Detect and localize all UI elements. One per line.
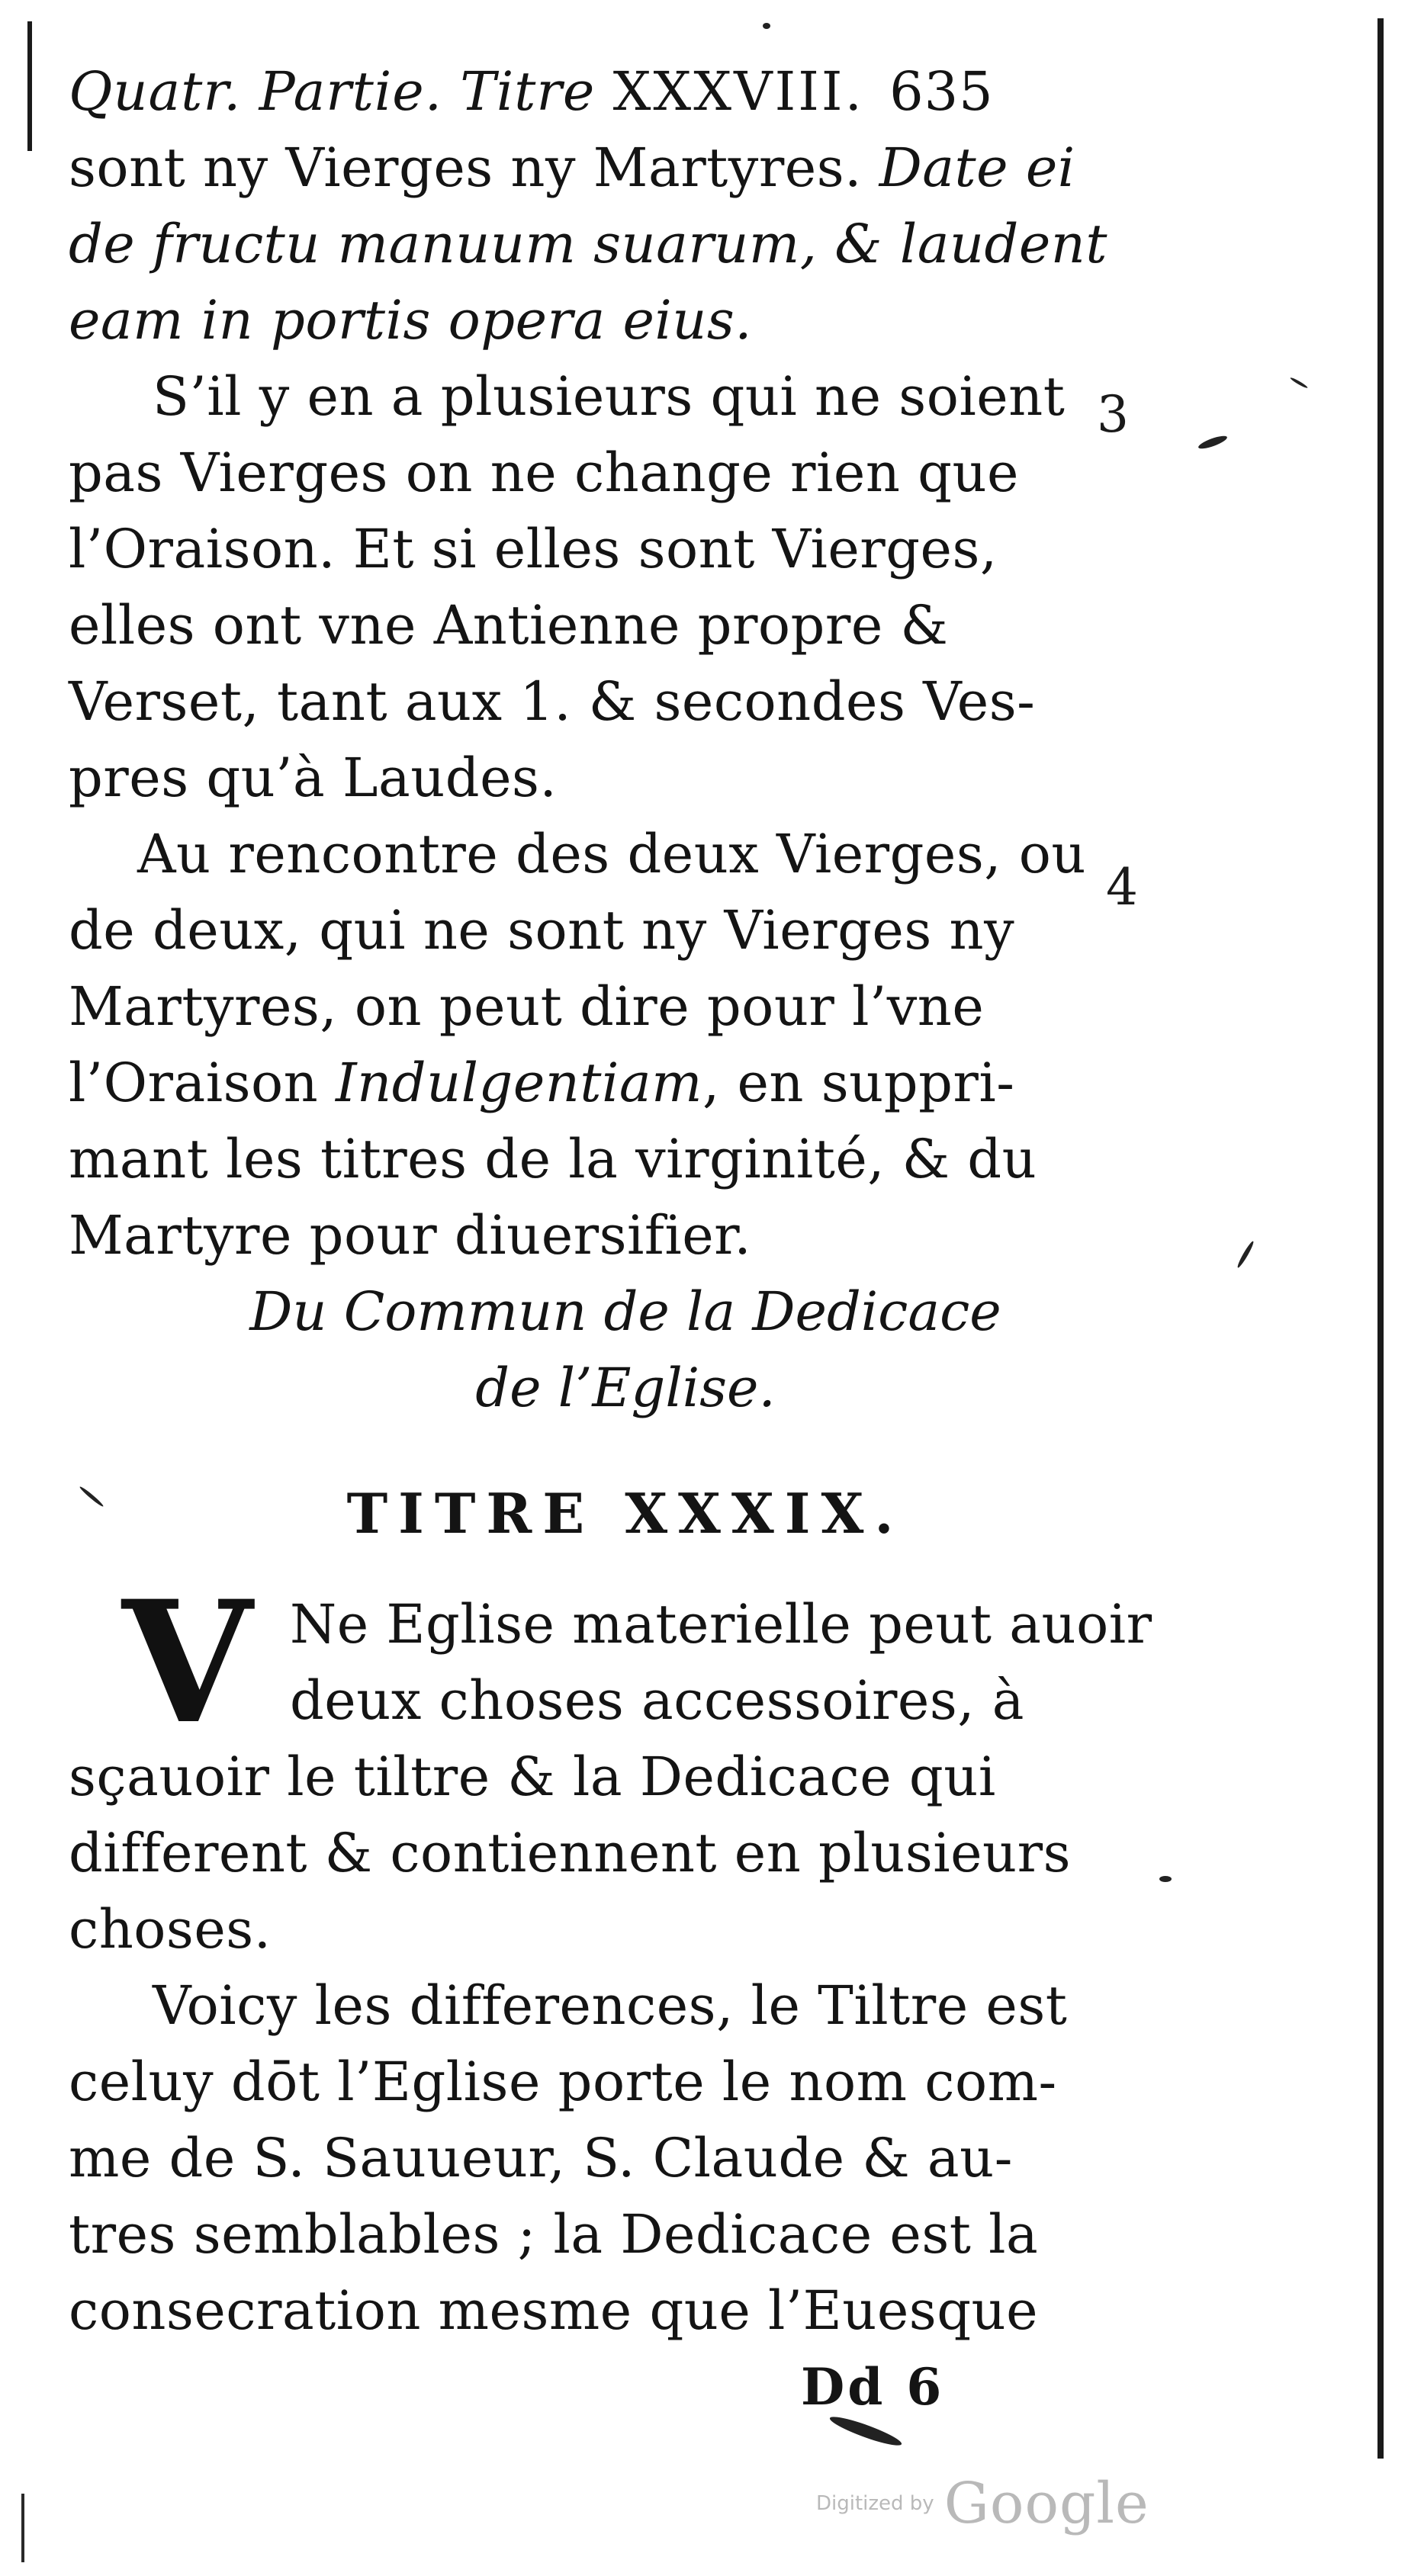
title-heading: TITRE XXXIX. xyxy=(346,1481,905,1546)
paragraph-line: mant les titres de la virginité, & du xyxy=(69,1128,1037,1190)
ink-speck xyxy=(1290,377,1309,389)
page-number: 635 xyxy=(889,60,994,123)
drop-cap-paragraph xyxy=(69,1563,1182,1967)
ink-speck xyxy=(763,23,770,29)
paragraph-line: de deux, qui ne sont ny Vierges ny xyxy=(69,899,1015,962)
paragraph-line: pas Vierges on ne change rien que xyxy=(69,442,1019,504)
paragraph-line: me de S. Sauueur, S. Claude & au- xyxy=(69,2127,1013,2189)
catchword: Dd 6 xyxy=(801,2357,945,2417)
watermark-prefix: Digitized by xyxy=(816,2492,934,2515)
margin-note-4: 4 xyxy=(1106,858,1138,917)
paragraph-line: Verset, tant aux 1. & secondes Ves- xyxy=(69,670,1036,733)
running-header xyxy=(69,53,1182,130)
latin-text: Date ei xyxy=(879,137,1075,199)
paragraph-line: Martyres, on peut dire pour l’vne xyxy=(69,975,985,1038)
paragraph-line: Au rencontre des deux Vierges, ou xyxy=(137,823,1086,885)
ink-speck xyxy=(1236,1240,1255,1269)
latin-text: Indulgentiam xyxy=(336,1052,702,1114)
paragraph-line: consecration mesme que l’Euesque xyxy=(69,2279,1039,2342)
paragraph-line: Ne Eglise materielle peut auoir xyxy=(290,1593,1152,1656)
section-heading: Du Commun de la Dedicace xyxy=(249,1280,1001,1343)
paragraph-line: deux choses accessoires, à xyxy=(290,1669,1024,1732)
text-block xyxy=(69,53,1182,2425)
title-number: XXXVIII. xyxy=(612,60,864,123)
latin-line: eam in portis opera eius. xyxy=(69,289,753,352)
line-text: l’Oraison xyxy=(69,1052,319,1114)
section-heading: de l’Eglise. xyxy=(475,1357,776,1419)
paragraph-line: Martyre pour diuersifier. xyxy=(69,1204,752,1267)
paragraph-line xyxy=(69,1045,1182,1121)
paragraph-line: choses. xyxy=(69,1898,272,1961)
paragraph-line: Voicy les differences, le Tiltre est xyxy=(153,1974,1068,2037)
running-title: Quatr. Partie. Titre xyxy=(69,60,596,123)
page-edge-shadow xyxy=(21,2494,24,2562)
paragraph-line: pres qu’à Laudes. xyxy=(69,747,558,809)
paragraph-line: celuy dōt l’Eglise porte le nom com- xyxy=(69,2051,1057,2113)
digitized-watermark xyxy=(816,2471,1149,2536)
paragraph-line: sçauoir le tiltre & la Dedicace qui xyxy=(69,1746,996,1808)
text-line xyxy=(69,130,1182,206)
paragraph-line: S’il y en a plusieurs qui ne soient xyxy=(153,365,1066,428)
paragraph-line: different & contiennent en plusieurs xyxy=(69,1822,1072,1884)
page-edge-shadow xyxy=(1377,18,1384,2459)
google-logo: Google xyxy=(943,2471,1149,2536)
margin-note-3: 3 xyxy=(1097,385,1129,444)
paragraph-line: elles ont vne Antienne propre & xyxy=(69,594,949,657)
drop-cap-initial: V xyxy=(122,1563,252,1761)
page-edge-shadow xyxy=(27,21,32,151)
line-text: , en suppri- xyxy=(702,1052,1015,1114)
latin-line: de fructu manuum suarum, & laudent xyxy=(69,213,1107,275)
line-text: sont ny Vierges ny Martyres. xyxy=(69,137,862,199)
paragraph-line: l’Oraison. Et si elles sont Vierges, xyxy=(69,518,998,580)
paragraph-line: tres semblables ; la Dedicace est la xyxy=(69,2203,1039,2266)
ink-speck xyxy=(1197,433,1228,451)
